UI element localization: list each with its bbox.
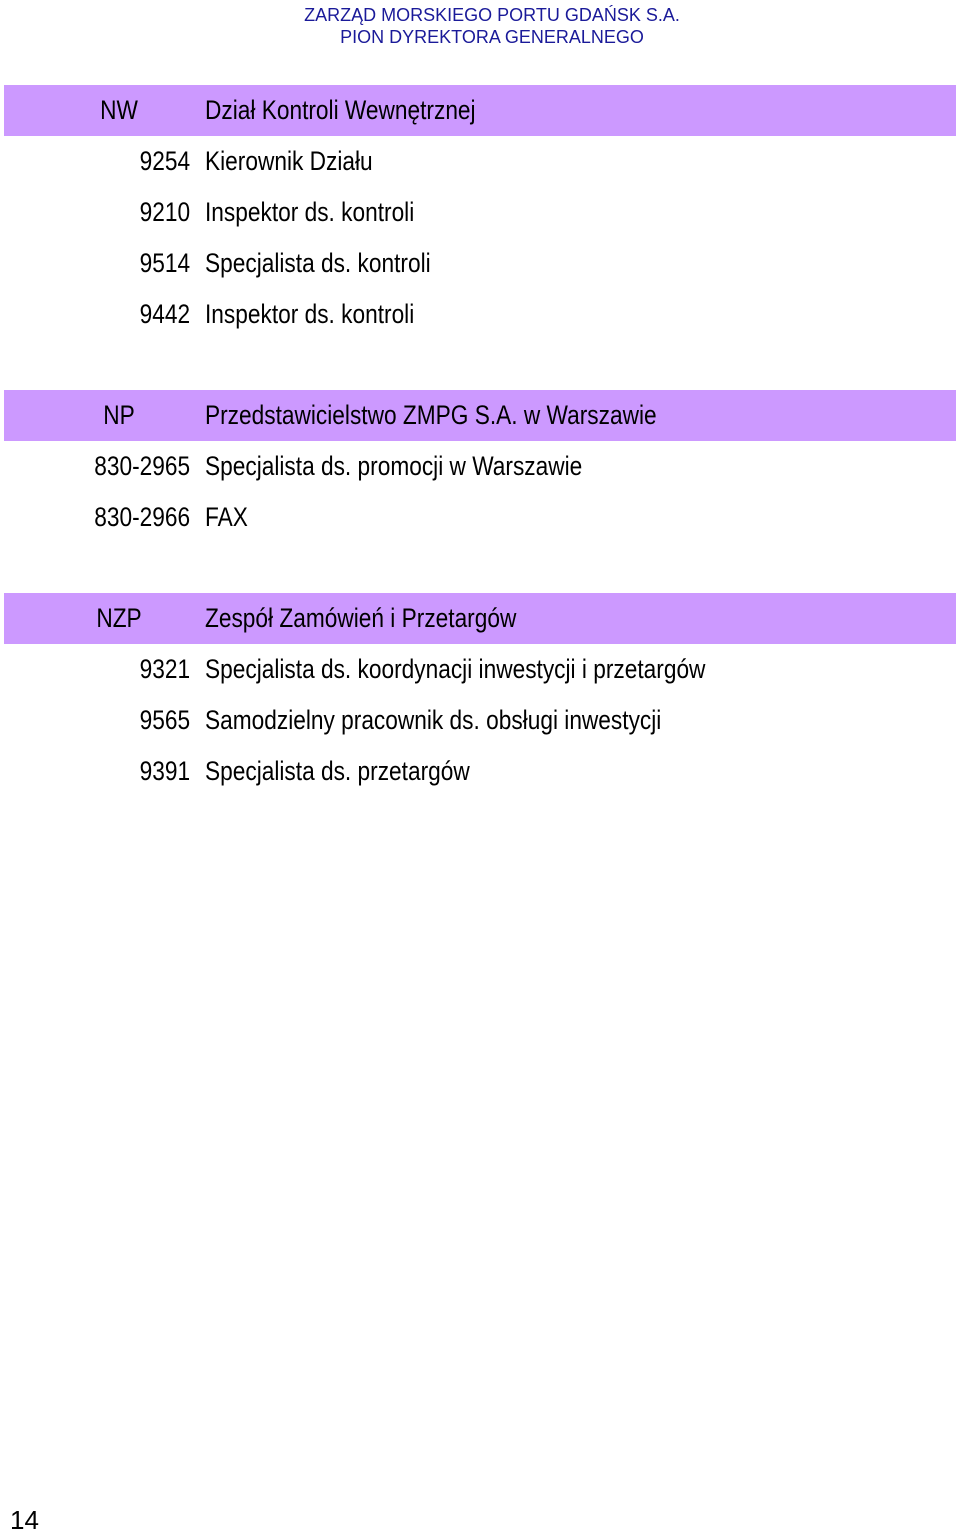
phone-extension: 9514: [139, 248, 190, 278]
section-np: [4, 390, 956, 543]
phone-extension: 830-2965: [94, 451, 190, 481]
contact-row: [4, 441, 956, 492]
contact-row: [4, 238, 956, 289]
position-title: Specjalista ds. promocji w Warszawie: [205, 451, 583, 481]
section-header: [4, 593, 956, 644]
contact-row: [4, 746, 956, 797]
section-title: Dział Kontroli Wewnętrznej: [205, 95, 476, 125]
position-title: FAX: [205, 502, 248, 532]
section-code: NZP: [96, 603, 142, 633]
contact-row: [4, 695, 956, 746]
contact-row: [4, 136, 956, 187]
contact-row: [4, 644, 956, 695]
position-title: Inspektor ds. kontroli: [205, 299, 415, 329]
position-title: Kierownik Działu: [205, 146, 373, 176]
contact-row: [4, 187, 956, 238]
phone-extension: 9442: [139, 299, 190, 329]
section-nzp: [4, 593, 956, 797]
company-name: ZARZĄD MORSKIEGO PORTU GDAŃSK S.A.: [304, 5, 680, 25]
phone-extension: 9565: [139, 705, 190, 735]
contact-row: [4, 492, 956, 543]
phone-extension: 9210: [139, 197, 190, 227]
contact-row: [4, 289, 956, 340]
phone-extension: 9391: [139, 756, 190, 786]
section-code: NW: [100, 95, 138, 125]
section-code: NP: [103, 400, 135, 430]
section-nw: [4, 85, 956, 340]
section-header: [4, 390, 956, 441]
section-title: Zespół Zamówień i Przetargów: [205, 603, 517, 633]
phone-extension: 9254: [139, 146, 190, 176]
section-title: Przedstawicielstwo ZMPG S.A. w Warszawie: [205, 400, 657, 430]
position-title: Specjalista ds. kontroli: [205, 248, 431, 278]
position-title: Specjalista ds. przetargów: [205, 756, 470, 786]
position-title: Samodzielny pracownik ds. obsługi inwestycji: [205, 705, 662, 735]
phone-extension: 830-2966: [94, 502, 190, 532]
document-header: [0, 4, 960, 48]
phone-extension: 9321: [139, 654, 190, 684]
position-title: Specjalista ds. koordynacji inwestycji i przetargów: [205, 654, 706, 684]
section-header: [4, 85, 956, 136]
position-title: Inspektor ds. kontroli: [205, 197, 415, 227]
page-number: 14: [10, 1505, 39, 1535]
division-name: PION DYREKTORA GENERALNEGO: [340, 27, 644, 47]
